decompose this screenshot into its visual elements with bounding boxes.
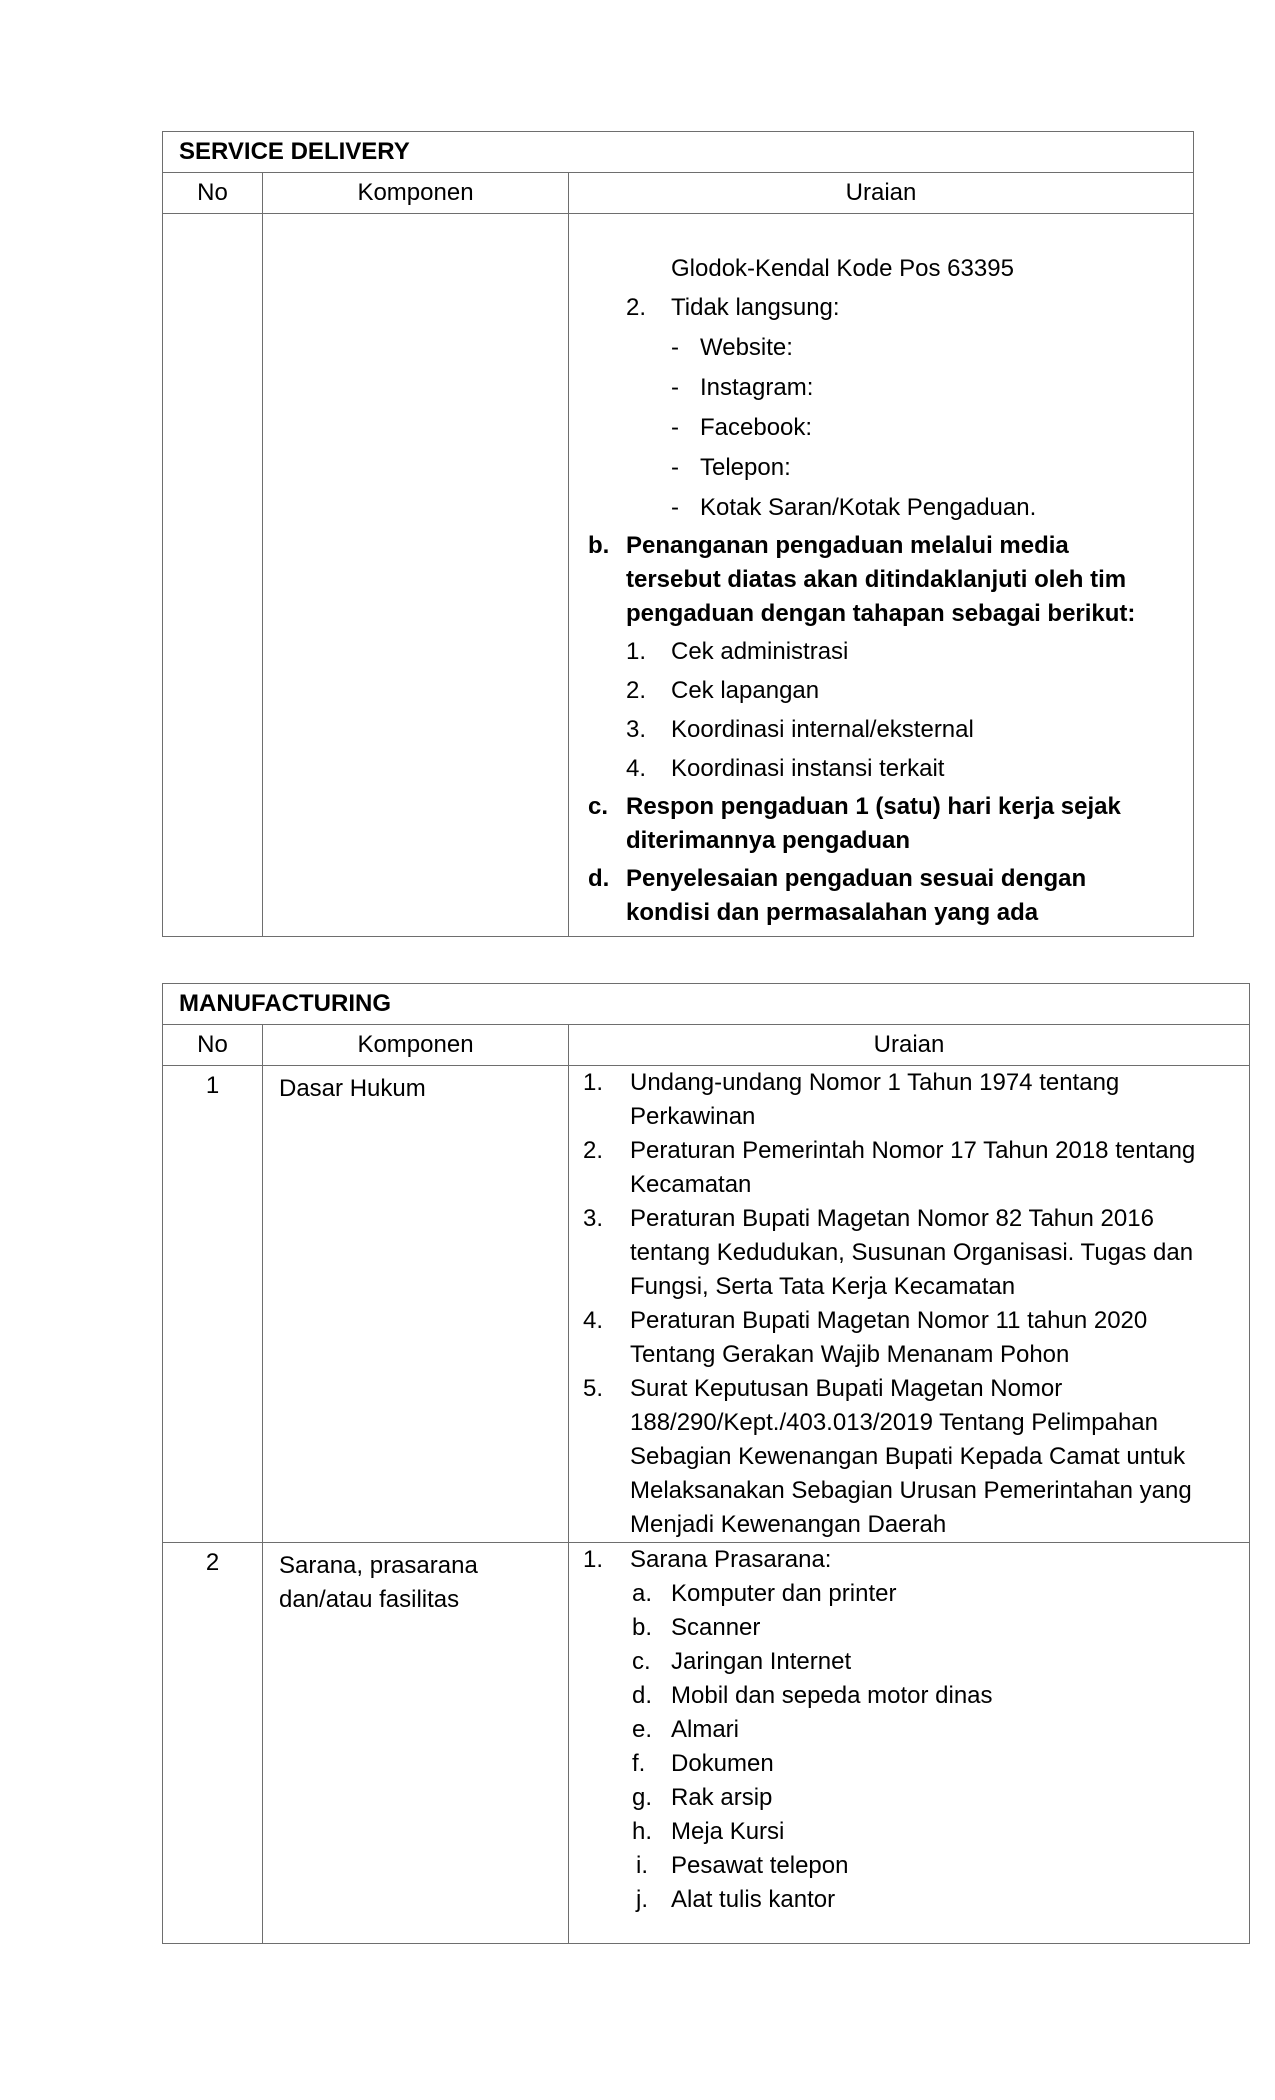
list-item: e. Almari xyxy=(632,1716,740,1743)
list-item: - Website: xyxy=(671,334,793,361)
list-item: 2. Tidak langsung: xyxy=(626,294,840,321)
list-item: i. Pesawat telepon xyxy=(636,1852,849,1879)
header-uraian: Uraian xyxy=(569,173,1194,214)
header-komponen: Komponen xyxy=(263,1025,569,1066)
list-item: - Kotak Saran/Kotak Pengaduan. xyxy=(671,494,1037,521)
list-item: h. Meja Kursi xyxy=(632,1818,785,1845)
table-row xyxy=(163,1543,1250,1944)
list-item: - Telepon: xyxy=(671,454,791,481)
list-item: Glodok-Kendal Kode Pos 63395 xyxy=(671,255,1014,282)
list-item: 2. Peraturan Pemerintah Nomor 17 Tahun 2018 tentang Kecamatan xyxy=(583,1137,1196,1198)
service-delivery-table xyxy=(162,131,1194,937)
list-item: 4. Koordinasi instansi terkait xyxy=(626,755,945,782)
list-item-d: d. Penyelesaian pengaduan sesuai dengan kondisi dan permasalahan yang ada xyxy=(588,865,1087,926)
uraian-cell xyxy=(569,214,1194,937)
list-item: 1. Sarana Prasarana: xyxy=(583,1546,832,1573)
list-item: j. Alat tulis kantor xyxy=(636,1886,836,1913)
list-item: a. Komputer dan printer xyxy=(632,1580,897,1607)
header-uraian: Uraian xyxy=(569,1025,1250,1066)
list-item: g. Rak arsip xyxy=(632,1784,773,1811)
list-item: c. Jaringan Internet xyxy=(632,1648,852,1675)
manufacturing-table xyxy=(162,983,1250,1944)
table-title: SERVICE DELIVERY xyxy=(163,132,1194,173)
komponen-cell: Dasar Hukum xyxy=(263,1066,569,1543)
list-item-b: b. Penanganan pengaduan melalui media tersebut diatas akan ditindaklanjuti oleh tim pengaduan dengan tahapan sebagai berikut: xyxy=(588,532,1136,627)
table-row xyxy=(163,1066,1250,1543)
list-item: 2. Cek lapangan xyxy=(626,677,820,704)
list-item: - Facebook: xyxy=(671,414,813,441)
list-item: f. Dokumen xyxy=(632,1750,774,1777)
table-title: MANUFACTURING xyxy=(163,984,1250,1025)
list-item: 1. Undang-undang Nomor 1 Tahun 1974 tentang Perkawinan xyxy=(583,1069,1120,1130)
list-item: 3. Peraturan Bupati Magetan Nomor 82 Tahun 2016 tentang Kedudukan, Susunan Organisasi. Tugas dan Fungsi, Serta Tata Kerja Kecamatan xyxy=(583,1205,1194,1300)
no-cell xyxy=(163,214,263,937)
uraian-cell xyxy=(569,1543,1250,1944)
list-item: b. Scanner xyxy=(632,1614,761,1641)
komponen-cell xyxy=(263,214,569,937)
list-item: d. Mobil dan sepeda motor dinas xyxy=(632,1682,993,1709)
list-item: 1. Cek administrasi xyxy=(626,638,849,665)
no-cell: 1 xyxy=(163,1066,263,1543)
list-item: 4. Peraturan Bupati Magetan Nomor 11 tahun 2020 Tentang Gerakan Wajib Menanam Pohon xyxy=(583,1307,1148,1368)
list-item: 5. Surat Keputusan Bupati Magetan Nomor 188/290/Kept./403.013/2019 Tentang Pelimpahan Sebagian Kewenangan Bupati Kepada Camat untuk Melaksanakan Sebagian Urusan Pemerintahan yang Menjadi Kewenangan Daerah xyxy=(583,1375,1192,1538)
list-item: 3. Koordinasi internal/eksternal xyxy=(626,716,974,743)
no-cell: 2 xyxy=(163,1543,263,1944)
header-no: No xyxy=(163,173,263,214)
header-komponen: Komponen xyxy=(263,173,569,214)
header-no: No xyxy=(163,1025,263,1066)
list-item-c: c. Respon pengaduan 1 (satu) hari kerja sejak diterimannya pengaduan xyxy=(588,793,1121,854)
uraian-cell xyxy=(569,1066,1250,1543)
list-item: - Instagram: xyxy=(671,374,814,401)
komponen-cell: Sarana, prasarana dan/atau fasilitas xyxy=(263,1543,569,1944)
